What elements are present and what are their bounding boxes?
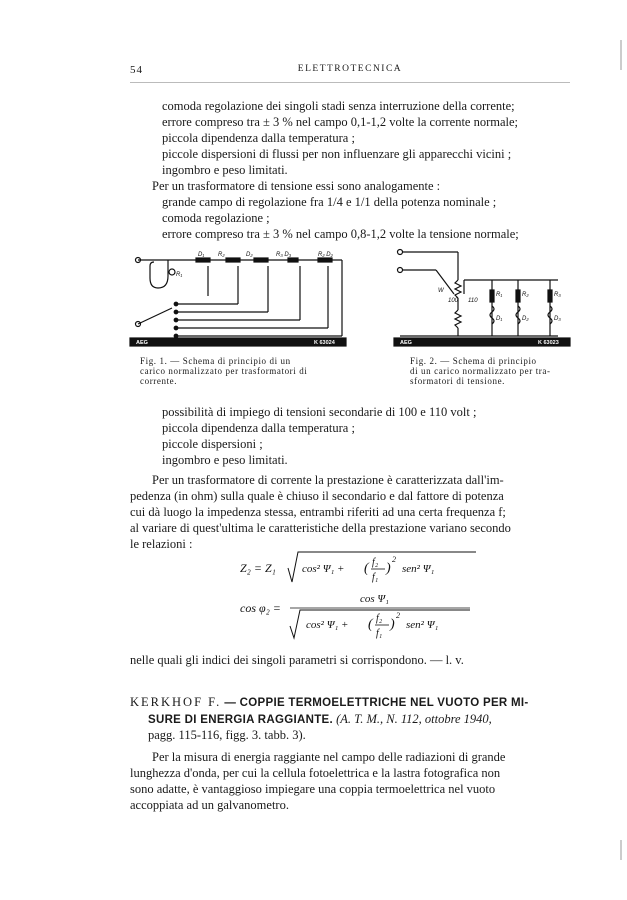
text-line: Per un trasformatore di corrente la prestazione è caratterizzata dall'im- <box>152 473 504 487</box>
fig2-label-r2: R₂ <box>522 292 529 298</box>
fig2-label-d2: D₂ <box>522 316 529 322</box>
running-title: ELETTROTECNICA <box>297 64 403 74</box>
text-line: al variare di quest'ultima le caratteristiche della prestazione variano secondo <box>130 521 511 535</box>
caption-line: corrente. <box>140 376 178 386</box>
formula1-term1: cos² Ψ₁ + <box>302 563 345 575</box>
article-title-line-1 <box>130 694 529 711</box>
caption-line: di un carico normalizzato per tra- <box>410 366 551 376</box>
text-line: piccola dipendenza dalla temperatura ; <box>162 131 355 145</box>
figure-2-circuit-diagram <box>392 240 572 348</box>
fig1-label-r2: R₂ <box>218 252 225 258</box>
text-line: errore compreso tra ± 3 % nel campo 0,8-1,2 volte la tensione normale; <box>162 227 519 241</box>
text-line: piccole dispersioni di flussi per non influenzare gli apparecchi vicini ; <box>162 147 512 161</box>
article-author: KERKHOF F. <box>130 695 222 709</box>
svg-text:): ) <box>386 561 391 576</box>
fig1-code: K 63024 <box>314 340 335 346</box>
fig1-brand: AEG <box>136 340 148 346</box>
formula1-term2: sen² Ψ₁ <box>402 563 435 575</box>
fig2-label-d3: D₃ <box>554 316 561 322</box>
fig2-brand: AEG <box>400 340 412 346</box>
caption-line: sformatori di tensione. <box>410 376 506 386</box>
text-line: piccole dispersioni ; <box>162 437 263 451</box>
fig2-label-100: 100 <box>448 298 459 304</box>
formula1-num: f₂ <box>372 557 379 568</box>
figure-1-circuit-diagram <box>128 248 350 348</box>
text-line: possibilità di impiego di tensioni secondarie di 100 e 110 volt ; <box>162 405 477 419</box>
caption-line: Fig. 2. — Schema di principio <box>410 356 537 366</box>
formula-power-factor <box>240 590 480 640</box>
fig1-label-rd3: R₃ D₃ <box>276 252 292 258</box>
formula2-lhs: cos φ₂ = <box>240 601 281 615</box>
text-line: accoppiata ad un galvanometro. <box>130 798 289 812</box>
fig2-label-w: W <box>438 288 444 294</box>
article-title-line-2 <box>148 711 492 728</box>
fig2-label-110: 110 <box>468 298 478 304</box>
article-title-line-3: pagg. 115-116, figg. 3. tabb. 3). <box>148 728 306 742</box>
text-line: errore compreso tra ± 3 % nel campo 0,1-1,2 volte la corrente normale; <box>162 115 519 129</box>
text-line: comoda regolazione ; <box>162 211 270 225</box>
svg-text:(: ( <box>368 617 373 632</box>
scan-edge-mark <box>620 40 622 70</box>
figure-1-caption <box>140 356 307 386</box>
fig1-label-rd2: R₂ D₂ <box>318 252 333 258</box>
text-line: ingombro e peso limitati. <box>162 163 288 177</box>
fig1-label-r1: R₁ <box>176 272 183 278</box>
svg-text:(: ( <box>364 561 369 576</box>
text-line: sono adatte, è vantaggioso impiegare una coppia termoelettrica nel vuoto <box>130 782 496 796</box>
formula2-exp: 2 <box>396 611 400 620</box>
article-reference: (A. T. M., N. 112, ottobre 1940, <box>336 712 492 726</box>
text-line: lunghezza d'onda, per cui la cellula fotoelettrica e la lastra fotografica non <box>130 766 501 780</box>
fig1-label-d1: D₁ <box>198 252 205 258</box>
text-line: grande campo di regolazione fra 1/4 e 1/1 della potenza nominale ; <box>162 195 497 209</box>
formula2-den: f₁ <box>376 628 383 639</box>
text-line: pedenza (in ohm) sulla quale è chiuso il secondario e dal fattore di potenza <box>130 489 504 503</box>
svg-text:): ) <box>390 617 395 632</box>
fig2-label-d1: D₁ <box>496 316 503 322</box>
formula2-numerator: cos Ψ₁ <box>360 593 389 605</box>
formula2-num: f₂ <box>376 613 383 624</box>
formula1-den: f₁ <box>372 572 379 583</box>
figure-2-caption <box>410 356 551 386</box>
header-rule <box>130 82 570 83</box>
article-title-part: SURE DI ENERGIA RAGGIANTE. <box>148 714 333 726</box>
text-line: nelle quali gli indici dei singoli parametri si corrispondono. — l. v. <box>130 653 464 667</box>
fig2-label-r1: R₁ <box>496 292 503 298</box>
caption-line: carico normalizzato per trasformatori di <box>140 366 308 376</box>
page-number: 54 <box>130 64 143 76</box>
formula2-term2: sen² Ψ₁ <box>406 619 439 631</box>
text-line: cui dà luogo la impedenza stessa, entrambi riferiti ad una certa frequenza f; <box>130 505 506 519</box>
text-line: comoda regolazione dei singoli stadi senza interruzione della corrente; <box>162 99 515 113</box>
fig1-label-d2: D₂ <box>246 252 253 258</box>
text-line: Per un trasformatore di tensione essi sono analogamente : <box>152 179 441 193</box>
page-header <box>130 64 570 80</box>
text-line: ingombro e peso limitati. <box>162 453 288 467</box>
fig2-code: K 63023 <box>538 340 559 346</box>
formula1-lhs: Z₂ = Z₁ <box>240 561 276 575</box>
caption-line: Fig. 1. — Schema di principio di un <box>140 356 291 366</box>
fig2-label-r3: R₃ <box>554 292 561 298</box>
text-line: Per la misura di energia raggiante nel campo delle radiazioni di grande <box>152 750 506 764</box>
text-line: piccola dipendenza dalla temperatura ; <box>162 421 355 435</box>
formula2-term1: cos² Ψ₁ + <box>306 619 349 631</box>
formula1-exp: 2 <box>392 555 396 564</box>
article-title-part: — COPPIE TERMOELETTRICHE NEL VUOTO PER MI- <box>224 697 529 709</box>
text-line: le relazioni : <box>130 537 193 551</box>
formula-impedance <box>240 548 480 588</box>
scan-edge-mark <box>620 840 622 860</box>
